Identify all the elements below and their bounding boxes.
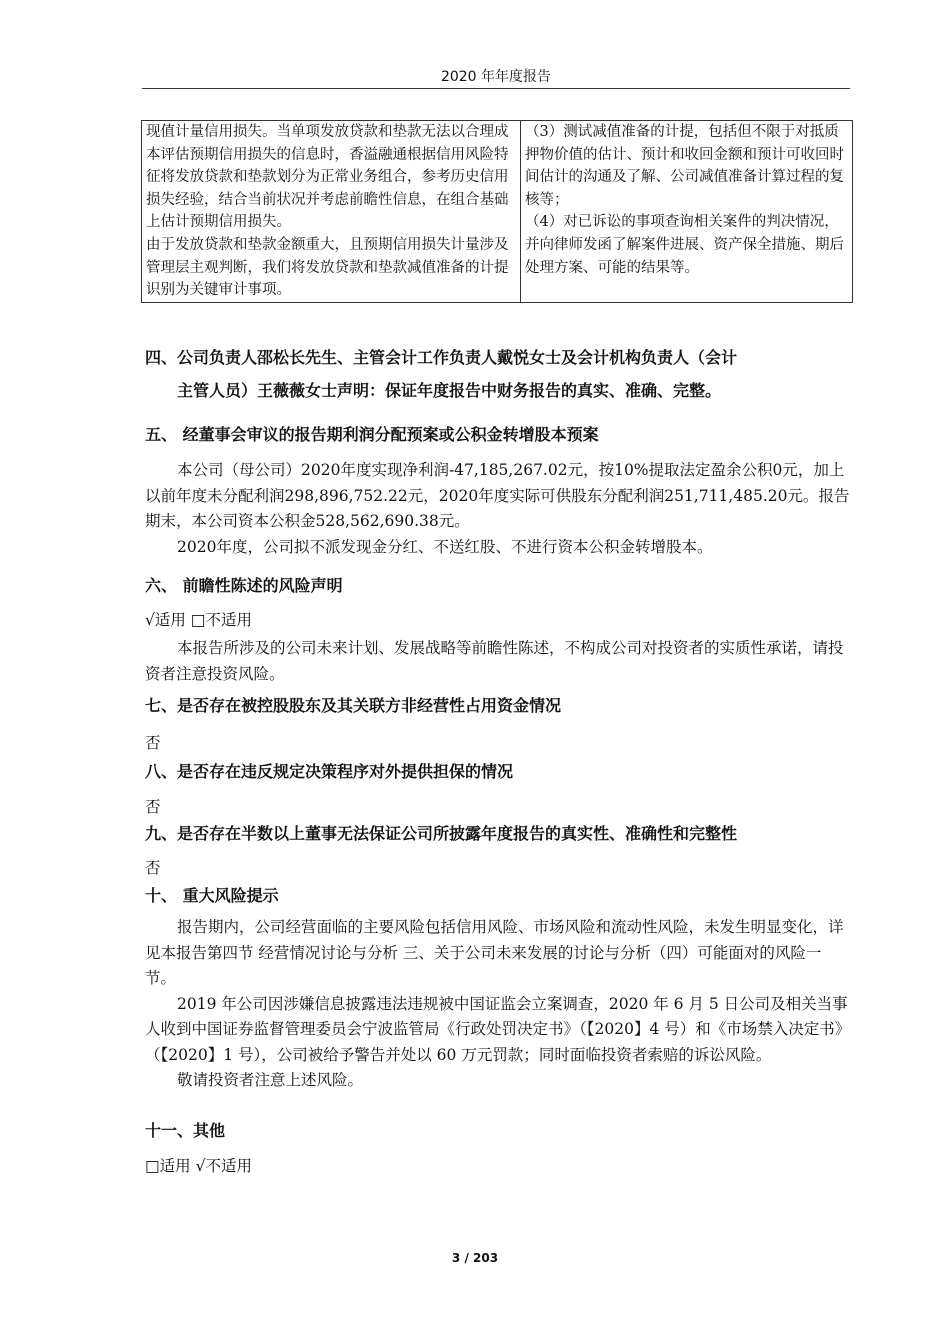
profit-distribution-paragraph: 本公司（母公司）2020年度实现净利润-47,185,267.02元，按10%提取法定盈余公积0元，加上以前年度未分配利润298,896,752.22元，2020年度实际可供股东分配利润251,711,485.20元。报告期末，本公司资本公积金528,562,690.38元。 xyxy=(145,461,850,530)
section-7-answer: 否 xyxy=(145,734,161,752)
section-9-answer: 否 xyxy=(145,859,161,877)
section-11-heading: 十一、其他 xyxy=(145,1121,226,1140)
audit-matter-table xyxy=(141,120,853,303)
section-9-heading: 九、是否存在半数以上董事无法保证公司所披露年度报告的真实性、准确性和完整性 xyxy=(145,824,738,843)
section-5-body xyxy=(145,458,851,560)
page-number: 3 / 203 xyxy=(451,1251,499,1265)
table-paragraph: （3）测试减值准备的计提，包括但不限于对抵质押物价值的估计、预计和收回金额和预计可收回时间估计的沟通及了解、公司减值准备计算过程的复核等； xyxy=(525,124,844,208)
section-11-applicability: □适用 √不适用 xyxy=(145,1157,252,1175)
section-7-heading: 七、是否存在被控股股东及其关联方非经营性占用资金情况 xyxy=(145,696,562,715)
section-8-answer: 否 xyxy=(145,798,161,816)
forward-looking-paragraph: 本报告所涉及的公司未来计划、发展战略等前瞻性陈述，不构成公司对投资者的实质性承诺，请投资者注意投资风险。 xyxy=(145,639,844,683)
section-10-body xyxy=(145,915,851,1094)
table-paragraph: 现值计量信用损失。当单项发放贷款和垫款无法以合理成本评估预期信用损失的信息时，香溢融通根据信用风险特征将发放贷款和垫款划分为正常业务组合，参考历史信用损失经验，结合当前状况并考虑前瞻性信息，在组合基础上估计预期信用损失。 xyxy=(146,124,509,231)
table-paragraph: （4）对已诉讼的事项查询相关案件的判决情况，并向律师发函了解案件进展、资产保全措施、期后处理方案、可能的结果等。 xyxy=(525,214,844,276)
regulatory-paragraph: 2019 年公司因涉嫌信息披露违法违规被中国证监会立案调查，2020 年 6 月 5 日公司及相关当事人收到中国证券监督管理委员会宁波监管局《行政处罚决定书》（【2020】4 号）和《市场禁入决定书》（【2020】1 号），公司被给予警告并处以 60 万元罚款；同时面临投资者索赔的诉讼风险。 xyxy=(145,994,851,1064)
table-cell-description xyxy=(142,121,521,303)
section-5-heading: 五、 经董事会审议的报告期利润分配预案或公积金转增股本预案 xyxy=(145,425,599,444)
page-header: 2020 年年度报告 xyxy=(440,69,552,85)
section-4-line-2: 主管人员）王薇薇女士声明：保证年度报告中财务报告的真实、准确、完整。 xyxy=(177,381,722,400)
notice-paragraph: 敬请投资者注意上述风险。 xyxy=(177,1071,364,1089)
risk-paragraph: 报告期内，公司经营面临的主要风险包括信用风险、市场风险和流动性风险，未发生明显变化，详见本报告第四节 经营情况讨论与分析 三、关于公司未来发展的讨论与分析（四）可能面对的风险一节。 xyxy=(145,918,844,987)
table-cell-procedures xyxy=(521,121,853,303)
table-row xyxy=(142,121,853,303)
section-10-heading: 十、 重大风险提示 xyxy=(145,886,279,905)
section-6-heading: 六、 前瞻性陈述的风险声明 xyxy=(145,576,343,595)
dividend-paragraph: 2020年度，公司拟不派发现金分红、不送红股、不进行资本公积金转增股本。 xyxy=(177,537,713,556)
section-6-applicability: √适用 □不适用 xyxy=(145,611,252,629)
section-8-heading: 八、是否存在违反规定决策程序对外提供担保的情况 xyxy=(145,762,514,781)
header-divider xyxy=(142,88,850,89)
table-paragraph: 由于发放贷款和垫款金额重大，且预期信用损失计量涉及管理层主观判断，我们将发放贷款和垫款减值准备的计提识别为关键审计事项。 xyxy=(146,236,509,299)
section-4-line-1: 四、公司负责人邵松长先生、主管会计工作负责人戴悦女士及会计机构负责人（会计 xyxy=(145,348,738,367)
section-6-body xyxy=(145,636,851,687)
